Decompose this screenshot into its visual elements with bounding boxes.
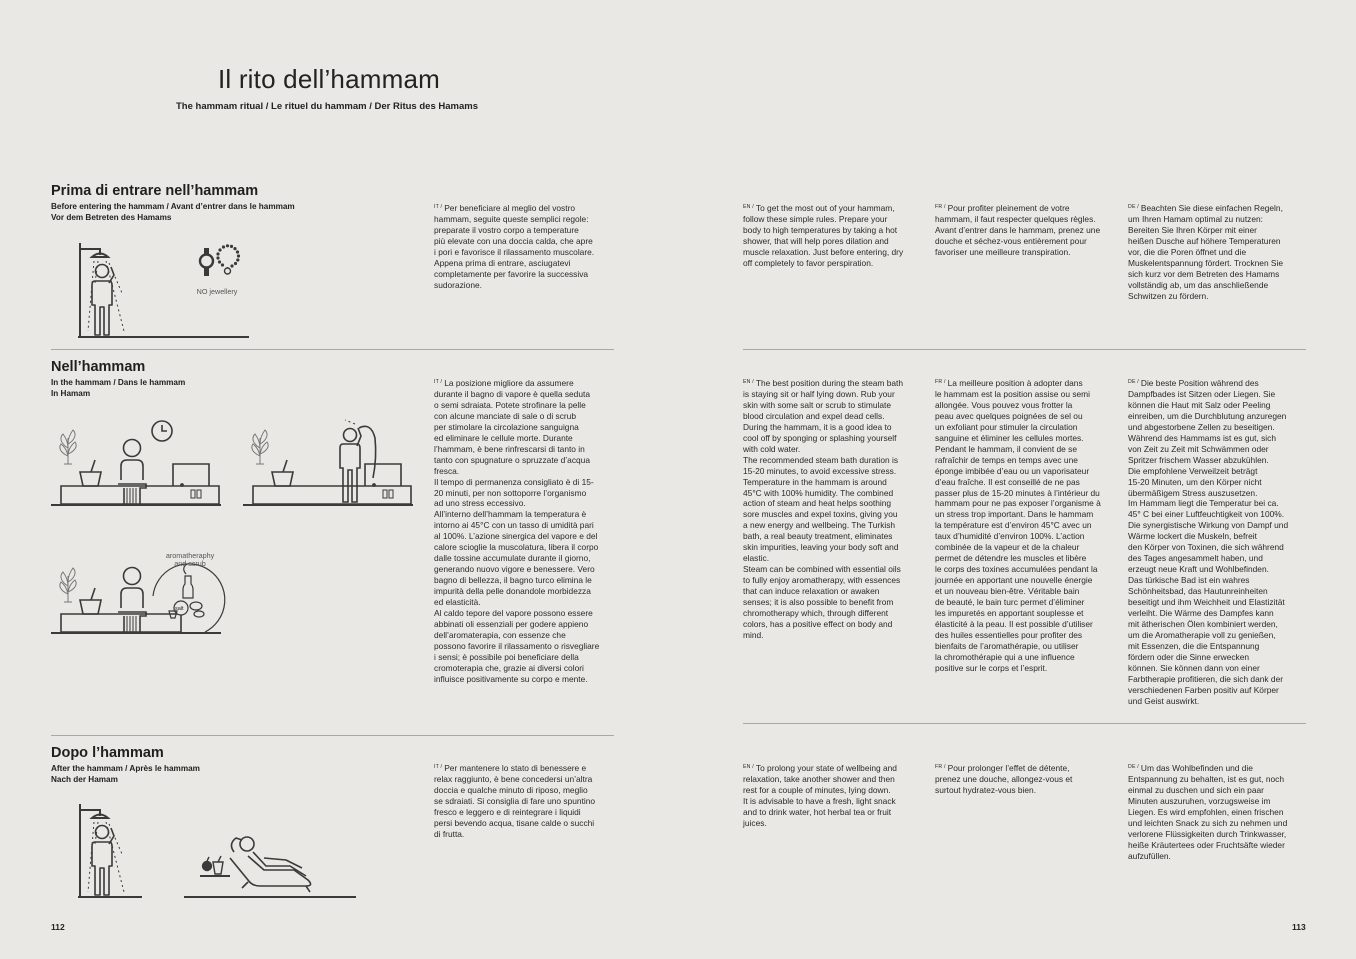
text-fr-after: $^{FR /}$ Pour prolonger l’effet de détente, prenez une douche, allongez-vous et surtout hydratez-vous bien. bbox=[935, 763, 1073, 795]
text-en-after: $^{EN /}$ To prolong your state of wellbeing and relaxation, take another shower and then rest for a couple of minutes, lying down. It is advisable to have a fresh, light snack and to drink water, hot herbal tea or fruit juices. bbox=[743, 763, 897, 828]
text-it-before: $^{IT /}$ Per beneficiare al meglio del vostro hammam, seguite queste semplici regole: preparate il vostro corpo a temperature più elevate con una doccia calda, che apre i pori e favorisce il rilassamento muscolare. Appena prima di entrare, asciugatevi completamente per favorire la successiva sudorazione. bbox=[434, 203, 595, 290]
aroma-scrub-illustration bbox=[51, 556, 231, 636]
no-jewellery-label: NO jewellery bbox=[196, 287, 238, 296]
text-en-before: $^{EN /}$ To get the most out of your hammam, follow these simple rules. Prepare your body to high temperatures by taking a hot shower, that will help pores dilation and muscle relaxation. Just before entering, dry off completely to favor perspiration. bbox=[743, 203, 904, 268]
text-de-in: $^{DE /}$ Die beste Position während des Dampfbades ist Sitzen oder Liegen. Sie können die Haut mit Salz oder Peeling einreiben, um die Durchblutung anzuregen und abgestorbene Zellen zu beseitigen. Während des Hammams ist es gut, sich von Zeit zu Zeit mit Schwämmen oder Spritzer frischem Wasser abzukühlen. Die empfohlene Verweilzeit beträgt 15-20 Minuten, um den Körper nicht übermäßigem Stress auszusetzen. Im Hammam liegt die Temperatur bei ca. 45° C bei einer Luftfeuchtigkeit von 100%. Die synergistische Wirkung von Dampf und Wärme lockert die Muskeln, befreit den Körper von Toxinen, die sich während des Tages angesammelt haben, und erzeugt neue Kraft und Wohlbefinden. Das türkische Bad ist ein wahres Schönheitsbad, das Hautunreinheiten beseitigt und ihm Weichheit und Elastizität verleiht. Die Wärme des Dampfes kann mit ätherischen Ölen kombiniert werden, um die Aromatherapie voll zu genießen, mit Essenzen, die die Entspannung fördern oder die Sinne erwecken können. Sie können dann von einer Farbtherapie profitieren, die sich dank der verschiedenen Farben positiv auf Körper und Geist auswirkt. bbox=[1128, 378, 1289, 706]
lounger-icon bbox=[156, 830, 358, 900]
section-title-in: Nell’hammam bbox=[51, 359, 146, 375]
divider-right-1 bbox=[743, 349, 1306, 350]
text-it-after: $^{IT /}$ Per mantenere lo stato di benessere e relax raggiunto, è bene concedersi un’altra doccia e qualche minuto di riposo, meglio se sdraiati. Si consiglia di fare uno spuntino fresco e leggero e di reintegrare i liquidi persi bevendo acqua, tisane calde o succhi di frutta. bbox=[434, 763, 596, 839]
section-subtitle-in: In the hammam / Dans le hammam In Hamam bbox=[51, 378, 186, 398]
section-title-after: Dopo l’hammam bbox=[51, 745, 164, 761]
page-title: Il rito dell’hammam bbox=[218, 64, 440, 94]
bucket-icon bbox=[80, 472, 101, 486]
sauna-sitting-illustration bbox=[51, 418, 223, 508]
page-number-right: 113 bbox=[1292, 922, 1306, 932]
plant-icon bbox=[60, 430, 76, 464]
snack-icon bbox=[200, 856, 230, 876]
text-de-before: $^{DE /}$ Beachten Sie diese einfachen Regeln, um Ihren Hamam optimal zu nutzen: Bereiten Sie Ihren Körper mit einer heißen Dusche auf höhere Temperaturen vor, die die Poren öffnet und die Muskelentspannung fördert. Trocknen Sie sich kurz vor dem Betreten des Hamams vollständig ab, um das anschließende Schwitzen zu fördern. bbox=[1128, 203, 1284, 301]
shower-person-icon-after bbox=[78, 804, 144, 900]
aromatherapy-label: aromatheraphy and scrub bbox=[165, 551, 215, 568]
divider-right-2 bbox=[743, 723, 1306, 724]
text-it-in: $^{IT /}$ La posizione migliore da assumere durante il bagno di vapore è quella seduta o semi sdraiata. Potete strofinare la pelle con alcune manciate di sale o di scrub per stimolare la circolazione sanguigna ed eliminare le cellule morte. Durante l’hammam, è bene rinfrescarsi di tanto in tanto con spugnature o spruzzate d’acqua fresca. Il tempo di permanenza consigliato è di 15- 20 minuti, per non sottoporre l’organismo ad uno stress eccessivo. All’interno dell’hammam la temperatura è intorno ai 45°C con un tasso di umidità pari al 100%. L’azione sinergica del vapore e del calore scioglie la muscolatura, libera il corpo dalle tossine accumulate durante il giorno, generando nuovo vigore e benessere. Vero bagno di bellezza, il bagno turco elimina le impurità della pelle donandole morbidezza ed elasticità. Al caldo tepore del vapore possono essere abbinati oli essenziali per godere appieno dell’aromaterapia, con essenze che possono favorire il rilassamento o risvegliare i sensi; è possibile poi beneficiare della cromoterapia che, grazie ai diversi colori influisce positivamente su corpo e mente. bbox=[434, 378, 600, 684]
watch-necklace-icon bbox=[198, 244, 244, 284]
salt-label: salt bbox=[175, 606, 184, 612]
divider-left-2 bbox=[51, 735, 614, 736]
section-subtitle-before: Before entering the hammam / Avant d’entrer dans le hammam Vor dem Betreten des Hamams bbox=[51, 202, 295, 222]
divider-left-1 bbox=[51, 349, 614, 350]
page-number-left: 112 bbox=[51, 922, 65, 932]
text-fr-before: $^{FR /}$ Pour profiter pleinement de votre hammam, il faut respecter quelques règles. Avant d’entrer dans le hammam, prenez une douche et séchez-vous entièrement pour favoriser une meilleure transpiration. bbox=[935, 203, 1101, 257]
text-fr-in: $^{FR /}$ La meilleure position à adopter dans le hammam est la position assise ou semi allongée. Vous pouvez vous frotter la peau avec quelques poignées de sel ou un exfoliant pour stimuler la circulation sanguine et éliminer les cellules mortes. Pendant le hammam, il convient de se rafraîchir de temps en temps avec une éponge imbibée d’eau ou un vaporisateur d’eau fraîche. Il est conseillé de ne pas passer plus de 15-20 minutes à l’intérieur du hammam pour ne pas exposer l’organisme à un stress trop important. Dans le hammam la température est d’environ 45°C avec un taux d’humidité d’environ 100%. L’action combinée de la vapeur et de la chaleur permet de détendre les muscles et libère le corps des toxines accumulées pendant la journée en apportant une nouvelle énergie et un nouveau bien-être. Véritable bain de beauté, le bain turc permet d’éliminer les impuretés en apportant souplesse et élasticité à la peau. Il est possible d’utiliser des huiles essentielles pour profiter des bienfaits de l’aromathérapie, ou utiliser la chromothérapie qui a une influence positive sur le corps et l’esprit. bbox=[935, 378, 1101, 673]
section-title-before: Prima di entrare nell’hammam bbox=[51, 183, 259, 199]
page-subtitle: The hammam ritual / Le rituel du hammam / Der Ritus des Hamams bbox=[176, 101, 478, 112]
section-subtitle-after: After the hammam / Après le hammam Nach der Hamam bbox=[51, 764, 200, 784]
text-de-after: $^{DE /}$ Um das Wohlbefinden und die Entspannung zu behalten, ist es gut, noch einmal zu duschen und sich ein paar Minuten auszuruhen, vorzugsweise im Liegen. Es wird empfohlen, einen frischen und leichten Snack zu sich zu nehmen und verlorene Flüssigkeiten durch Trinkwasser, heiße Kräutertees oder Fruchtsäfte wieder aufzufüllen. bbox=[1128, 763, 1288, 861]
sauna-shower-illustration bbox=[243, 418, 415, 508]
text-en-in: $^{EN /}$ The best position during the steam bath is staying sit or half lying down. Rub your skin with some salt or scrub to stimulate blood circulation and expel dead cells. During the hammam, it is a good idea to cool off by sponging or splashing yourself with cold water. The recommended steam bath duration is 15-20 minutes, to avoid excessive stress. Temperature in the hammam is around 45°C with 100% humidity. The combined action of steam and heat helps soothing sore muscles and expel toxins, giving you a new energy and wellbeing. The Turkish bath, a real beauty treatment, eliminates skin impurities, leaving your body soft and elastic. Steam can be combined with essential oils to fully enjoy aromatherapy, with essences that can induce relaxation or awaken senses; it is also possible to benefit from chromotherapy which, through different colors, has a positive effect on body and mind. bbox=[743, 378, 904, 640]
